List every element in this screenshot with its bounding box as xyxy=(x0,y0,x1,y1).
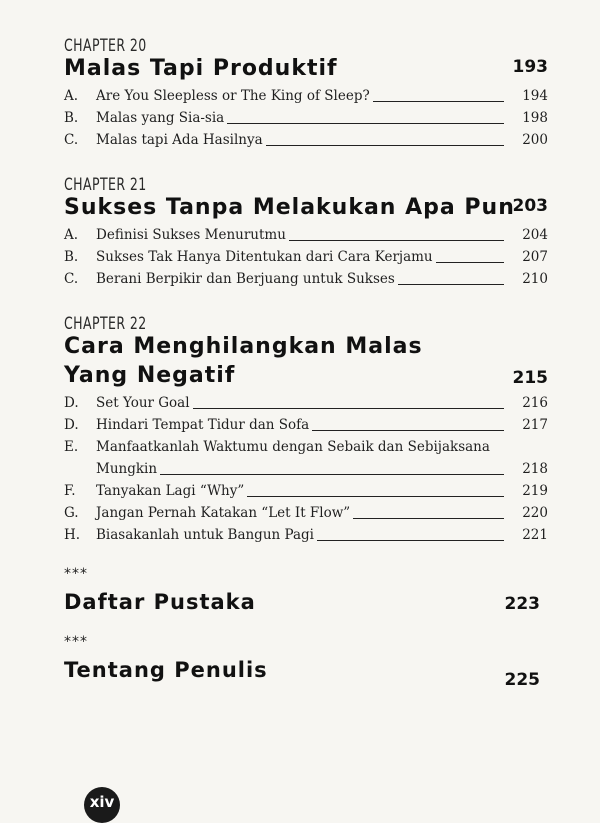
entry-title: Malas yang Sia-sia xyxy=(96,107,227,129)
entry-page: 220 xyxy=(522,505,548,521)
section-separator: *** xyxy=(64,566,88,582)
entry-letter: A. xyxy=(64,227,79,243)
entry-title: Sukses Tak Hanya Ditentukan dari Cara Kerjamu xyxy=(96,246,436,268)
entry-title: Berani Berpikir dan Berjuang untuk Sukses xyxy=(96,268,398,290)
page-number-badge: xiv xyxy=(84,787,120,823)
entry-page: 219 xyxy=(522,483,548,499)
toc-entry[interactable] xyxy=(64,268,548,290)
entry-title: Set Your Goal xyxy=(96,392,193,414)
chapter-20 xyxy=(64,36,548,151)
entry-title: Hindari Tempat Tidur dan Sofa xyxy=(96,414,312,436)
entry-page: 218 xyxy=(522,461,548,477)
toc-entry[interactable] xyxy=(64,85,548,107)
entry-letter: D. xyxy=(64,417,79,433)
entry-title-continued: Mungkin xyxy=(96,458,160,480)
entry-title: Biasakanlah untuk Bangun Pagi xyxy=(96,524,317,546)
entry-letter: E. xyxy=(64,439,79,455)
chapter-label: CHAPTER 21 xyxy=(64,175,147,195)
toc-entry[interactable] xyxy=(64,107,548,129)
entry-page: 204 xyxy=(522,227,548,243)
toc-entry[interactable] xyxy=(64,414,548,436)
entry-letter: B. xyxy=(64,249,79,265)
chapter-page-number: 193 xyxy=(512,57,548,77)
entry-page: 194 xyxy=(522,88,548,104)
chapter-title: Malas Tapi Produktif xyxy=(64,56,338,81)
toc-entry[interactable] xyxy=(64,224,548,246)
chapter-label: CHAPTER 22 xyxy=(64,314,147,334)
entry-letter: G. xyxy=(64,505,79,521)
toc-entry[interactable] xyxy=(64,392,548,414)
entry-page: 200 xyxy=(522,132,548,148)
entry-letter: D. xyxy=(64,395,79,411)
toc-entry[interactable] xyxy=(64,524,548,546)
toc-entry[interactable] xyxy=(64,129,548,151)
entry-page: 217 xyxy=(522,417,548,433)
entry-letter: C. xyxy=(64,271,79,287)
chapter-page-number: 215 xyxy=(512,368,548,388)
section-title: Tentang Penulis xyxy=(64,658,268,682)
entry-title: Jangan Pernah Katakan “Let It Flow” xyxy=(96,502,353,524)
toc-entry[interactable] xyxy=(64,480,548,502)
section-tentang-penulis[interactable] xyxy=(64,656,544,690)
toc-entry-continuation[interactable] xyxy=(64,458,548,480)
entry-page: 216 xyxy=(522,395,548,411)
toc-entry[interactable] xyxy=(64,502,548,524)
chapter-label: CHAPTER 20 xyxy=(64,36,147,56)
chapter-21 xyxy=(64,175,548,290)
section-daftar-pustaka[interactable] xyxy=(64,588,544,618)
toc-entry-multiline[interactable] xyxy=(64,436,544,458)
section-separator: *** xyxy=(64,634,88,650)
entry-letter: A. xyxy=(64,88,79,104)
entry-page: 210 xyxy=(522,271,548,287)
entry-letter: F. xyxy=(64,483,76,499)
entry-letter: B. xyxy=(64,110,79,126)
toc-entry[interactable] xyxy=(64,246,548,268)
chapter-title-line-2: Yang Negatif xyxy=(64,363,236,388)
entry-title: Malas tapi Ada Hasilnya xyxy=(96,129,266,151)
section-page-number: 223 xyxy=(504,594,540,614)
entry-page: 207 xyxy=(522,249,548,265)
section-title: Daftar Pustaka xyxy=(64,590,256,614)
entry-title: Definisi Sukses Menurutmu xyxy=(96,224,289,246)
entry-page: 198 xyxy=(522,110,548,126)
entry-title: Manfaatkanlah Waktumu dengan Sebaik dan Sebijaksana xyxy=(96,439,490,455)
section-page-number: 225 xyxy=(504,670,540,690)
chapter-22 xyxy=(64,314,548,546)
entry-letter: C. xyxy=(64,132,79,148)
entry-page: 221 xyxy=(522,527,548,543)
entry-letter: H. xyxy=(64,527,81,543)
chapter-title-line-1: Cara Menghilangkan Malas xyxy=(64,334,423,359)
entry-title: Tanyakan Lagi “Why” xyxy=(96,480,247,502)
chapter-page-number: 203 xyxy=(512,196,548,216)
chapter-title: Sukses Tanpa Melakukan Apa Pun xyxy=(64,195,515,220)
entry-title: Are You Sleepless or The King of Sleep? xyxy=(96,85,373,107)
